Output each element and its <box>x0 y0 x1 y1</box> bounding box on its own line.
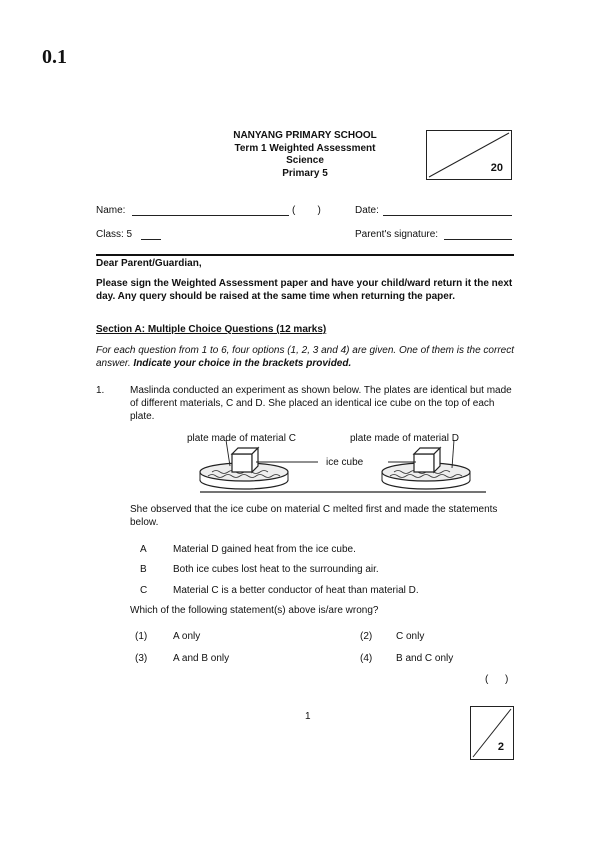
option-number: (1) <box>135 631 148 642</box>
class-field[interactable] <box>141 239 161 240</box>
instruction-emphasis: Indicate your choice in the brackets provided. <box>133 358 352 369</box>
option-number: (2) <box>360 631 373 642</box>
parent-signature-field[interactable] <box>444 239 512 240</box>
class-label: Class: 5 <box>96 229 133 240</box>
name-label: Name: <box>96 205 126 216</box>
ice-cube-c <box>232 448 258 472</box>
observation-text: She observed that the ice cube on material C melted first and made the statements below. <box>130 504 498 528</box>
top-label: 0.1 <box>42 46 67 68</box>
school-header <box>200 130 410 180</box>
question-prompt: Which of the following statement(s) above is/are wrong? <box>130 605 379 616</box>
register-number-brackets: ( ) <box>292 205 321 216</box>
school-name: NANYANG PRIMARY SCHOOL <box>233 130 377 141</box>
statement-letter: B <box>140 564 147 575</box>
greeting: Dear Parent/Guardian, <box>96 258 202 269</box>
notice-body: Please sign the Weighted Assessment paper and have your child/ward return it the next day. Any query should be raised at the same time when returning the paper. <box>96 278 513 302</box>
statement-letter: A <box>140 544 147 555</box>
option-number: (3) <box>135 653 148 664</box>
statement-text: Material D gained heat from the ice cube. <box>173 544 356 555</box>
subject: Science <box>286 155 324 166</box>
date-field[interactable] <box>383 215 512 216</box>
level: Primary 5 <box>282 167 328 179</box>
label-plate-d: plate made of material D <box>350 433 459 444</box>
option-text: C only <box>396 631 425 642</box>
question-number: 1. <box>96 385 105 396</box>
option-text: A and B only <box>173 653 230 664</box>
divider <box>96 254 514 256</box>
option-text: A only <box>173 631 201 642</box>
label-ice-cube: ice cube <box>326 457 364 468</box>
answer-brackets[interactable]: ( ) <box>485 674 509 685</box>
instruction-text: For each question from 1 to 6, four options (1, 2, 3 and 4) are given. One of them is the correct answer. <box>96 345 514 369</box>
section-title: Section A: Multiple Choice Questions (12 marks) <box>96 324 327 335</box>
section-marks: 2 <box>497 741 504 753</box>
parent-signature-label: Parent's signature: <box>355 229 439 240</box>
ice-cube-d <box>414 448 440 472</box>
label-plate-c: plate made of material C <box>187 433 296 444</box>
diagonal-line <box>471 707 513 759</box>
total-marks: 20 <box>490 162 503 174</box>
section-instruction <box>96 344 518 370</box>
section-marks-box <box>470 706 514 760</box>
statement-text: Material C is a better conductor of heat than material D. <box>173 585 419 596</box>
question-text: Maslinda conducted an experiment as shown below. The plates are identical but made of different materials, C and D. She placed an identical ice cube on the top of each plate. <box>130 385 512 422</box>
total-marks-box <box>426 130 512 180</box>
statement-letter: C <box>140 585 148 596</box>
name-field[interactable] <box>132 215 289 216</box>
option-text: B and C only <box>396 653 454 664</box>
option-number: (4) <box>360 653 373 664</box>
date-label: Date: <box>355 205 379 216</box>
assessment-title: Term 1 Weighted Assessment <box>234 142 376 154</box>
page-number: 1 <box>305 711 311 722</box>
statement-text: Both ice cubes lost heat to the surrounding air. <box>173 564 379 575</box>
